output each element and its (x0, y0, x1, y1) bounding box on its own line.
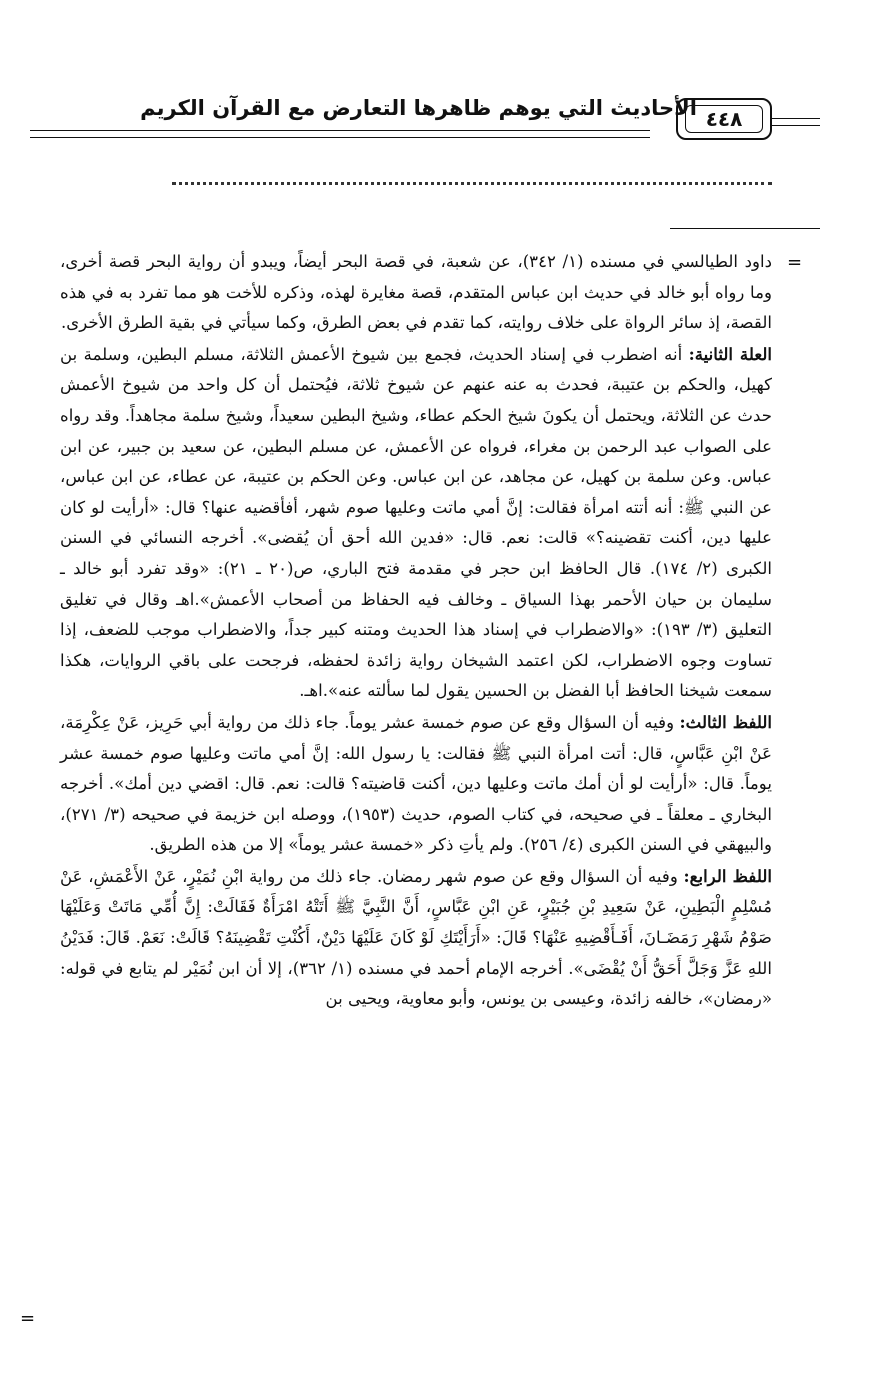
page-number-frame (676, 98, 772, 140)
paragraph-text: وفيه أن السؤال وقع عن صوم خمسة عشر يوماً. جاء ذلك من رواية أبي حَرِيز، عَنْ عِكْرِمَة، عَنْ ابْنِ عَبَّاسٍ، قال: أتت امرأة النبي ﷺ فقالت: يا رسول الله: إنَّ أمي ماتت وعليها صوم خمسة عشر يوماً. قال: «أرأيت لو أن أمك ماتت وعليها دين، أكنت قاضيته؟ قالت: نعم. قال: اقضي دين أمك». أخرجه البخاري ـ معلقاً ـ في صحيحه، في كتاب الصوم، حديث (١٩٥٣)، ووصله ابن خزيمة في صحيحه (٣/ ٢٧١)، والبيهقي في السنن الكبرى (٤/ ٢٥٦). ولم يأتِ ذكر «خمسة عشر يوماً» إلا من هذه الطريق. (60, 712, 772, 855)
paragraph-1 (60, 246, 772, 339)
paragraph-text: وفيه أن السؤال وقع عن صوم شهر رمضان. جاء ذلك من رواية ابْنِ نُمَيْرٍ، عَنْ الأَعْمَشِ، عَنْ مُسْلِمٍ الْبَطِينِ، عَنْ سَعِيدِ بْنِ جُبَيْرٍ، عَنِ ابْنِ عَبَّاسٍ، أَنَّ النَّبِيَّ ﷺ أَتَتْهُ امْرَأَةٌ فَقَالَتْ: إِنَّ أُمِّي مَاتَتْ وَعَلَيْهَا صَوْمُ شَهْرِ رَمَضَـانَ، أَفَـأَقْضِيهِ عَنْهَا؟ قَالَ: «أَرَأَيْتَكِ لَوْ كَانَ عَلَيْهَا دَيْنٌ، أَكُنْتِ تَقْضِينَهُ؟ قَالَتْ: نَعَمْ. قَالَ: فَدَيْنُ اللهِ عَزَّ وَجَلَّ أَحَقُّ أَنْ يُقْضَى». أخرجه الإمام أحمد في مسنده (١/ ٣٦٢)، إلا أن ابن نُمَيْر لم يتابع في قوله: «رمضان»، خالفه زائدة، وعيسى بن يونس، وأبو معاوية، ويحيى بن (60, 866, 772, 1009)
dotted-separator (172, 182, 772, 185)
paragraph-label: العلة الثانية: (688, 343, 772, 364)
continuation-mark-bottom: = (20, 1308, 36, 1329)
header-double-rule-right (772, 118, 820, 126)
header-double-rule (30, 130, 650, 138)
paragraph-2 (60, 339, 772, 707)
paragraph-label: اللفظ الثالث: (679, 711, 772, 732)
footnote-separator (670, 228, 820, 229)
paragraph-text: أنه اضطرب في إسناد الحديث، فجمع بين شيوخ الأعمش الثلاثة، مسلم البطين، وسلمة بن كهيل، والحكم بن عتيبة، فحدث به عنه عنهم عن شيوخ ثلاثة، فيُحتمل أن كل واحد من شيوخ الأعمش حدث عن الثلاثة، ويحتمل أن يكونَ شيخ الحكم عطاء، وشيخ البطين سعيداً، وشيخ سلمة مجاهداً. وقد رواه على الصواب عبد الرحمن بن مغراء، فرواه عن الأعمش، عن مسلم البطين، عن سعيد بن جبير، عن ابن عباس. وعن سلمة بن كهيل، عن مجاهد، عن ابن عباس. وعن الحكم بن عتيبة، عن عطاء، عن ابن عباس، عن النبي ﷺ: أنه أتته امرأة فقالت: إنَّ أمي ماتت وعليها صوم شهر، أفأقضيه عنها؟ قال: «أرأيت لو كان عليها دين، أكنت تقضينه؟» قالت: نعم. قال: «فدين الله أحق أن يُقضى». أخرجه النسائي في السنن الكبرى (٢/ ١٧٤). قال الحافظ ابن حجر في مقدمة فتح الباري، ص(٢٠ ـ ٢١): «وقد تفرد أبو خالد ـ سليمان بن حيان الأحمر بهذا السياق ـ وخالف فيه الحفاظ من أصحاب الأعمش».اهـ وقال في تغليق التعليق (٣/ ١٩٣): «والاضطراب في إسناد هذا الحديث ومتنه كبير جداً، والاضطراب موجب للضعف، إذا تساوت وجوه الاضطراب، لكن اعتمد الشيخان رواية زائدة لحفظه، فرجحت على باقي الروايات، هكذا سمعت شيخنا الحافظ أبا الفضل بن الحسين يقول لما سألته عنه».اهـ. (60, 344, 772, 701)
page-number: ٤٤٨ (685, 105, 763, 133)
running-header (0, 90, 879, 152)
footnote-body (60, 246, 772, 1015)
paragraph-4 (60, 861, 772, 1015)
continuation-mark-top: = (787, 252, 803, 273)
paragraph-text: داود الطيالسي في مسنده (١/ ٣٤٢)، عن شعبة، في قصة البحر أيضاً، ويبدو أن رواية البحر قصة أخرى، وما رواه أبو خالد في حديث ابن عباس المتقدم، قصة مغايرة لهذه، وذكره للأخت هو مما تفرد به في هذه القصة، إذ سائر الرواة على خلاف روايته، كما تقدم في بعض الطرق، وكما سيأتي في بقية الطرق الأخرى. (60, 252, 772, 333)
paragraph-label: اللفظ الرابع: (683, 865, 772, 886)
paragraph-3 (60, 707, 772, 861)
header-title: الأحاديث التي يوهم ظاهرها التعارض مع القرآن الكريم (140, 96, 697, 120)
